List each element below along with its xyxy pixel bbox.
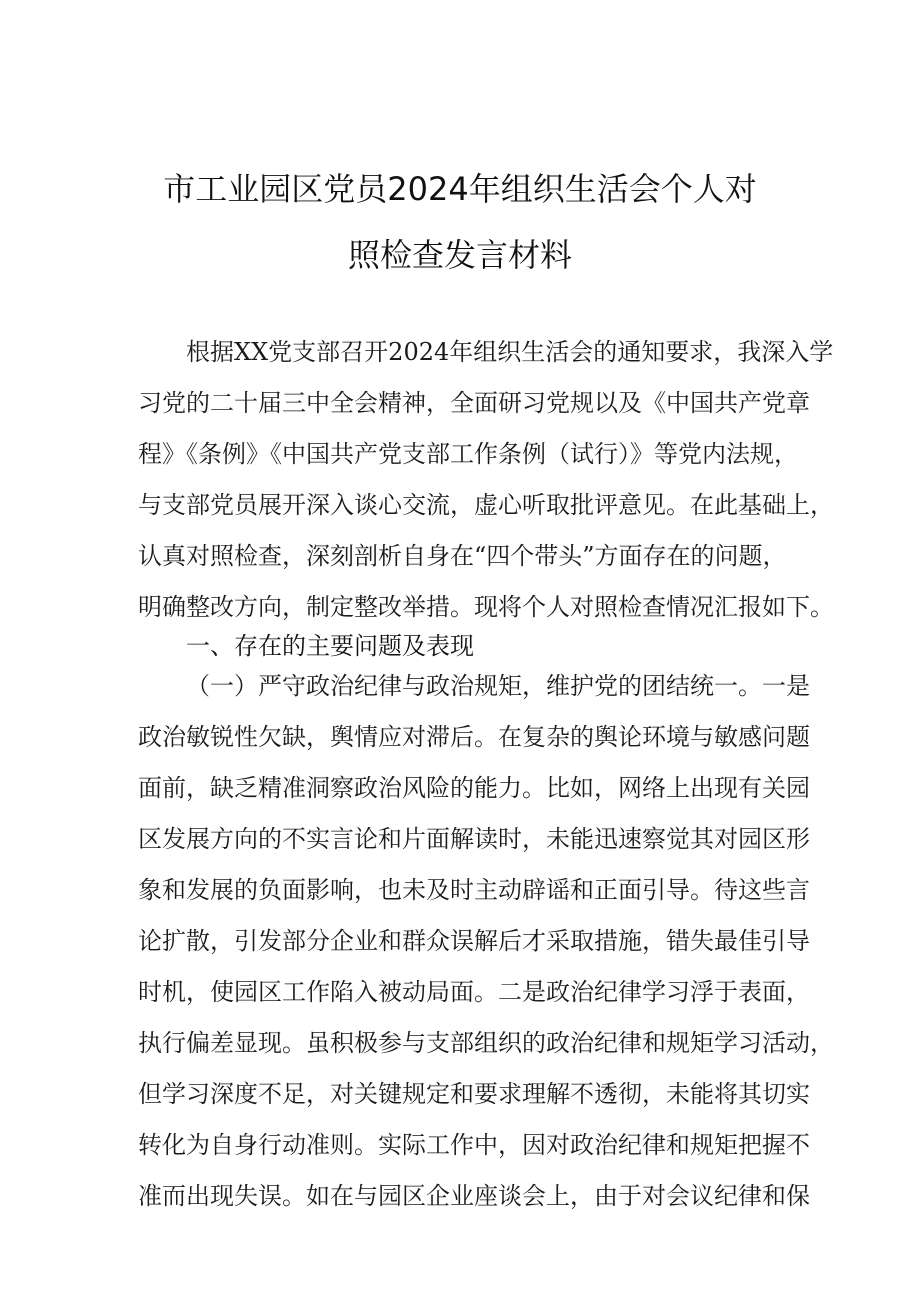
paragraph-2-line-7: 时机，使园区工作陷入被动局面。二是政治纪律学习浮于表面， — [138, 978, 810, 1006]
paragraph-2-line-9: 但学习深度不足，对关键规定和要求理解不透彻，未能将其切实 — [138, 1080, 810, 1108]
paragraph-1-line-2: 习党的二十届三中全会精神，全面研习党规以及《中国共产党章 — [138, 389, 810, 417]
paragraph-2-line-3: 面前，缺乏精准洞察政治风险的能力。比如，网络上出现有关园 — [138, 774, 810, 802]
paragraph-1-line-1: 根据XX党支部召开2024年组织生活会的通知要求，我深入学 — [186, 338, 834, 366]
document-title-line-1: 市工业园区党员2024年组织生活会个人对 — [163, 170, 757, 208]
paragraph-1-line-6: 明确整改方向，制定整改举措。现将个人对照检查情况汇报如下。 — [138, 593, 834, 621]
paragraph-2-line-1: （一）严守政治纪律与政治规矩，维护党的团结统一。一是 — [186, 672, 810, 700]
paragraph-2-line-2: 政治敏锐性欠缺，舆情应对滞后。在复杂的舆论环境与敏感问题 — [138, 723, 810, 751]
section-heading-1: 一、存在的主要问题及表现 — [186, 632, 474, 660]
paragraph-2-line-11: 准而出现失误。如在与园区企业座谈会上，由于对会议纪律和保 — [138, 1182, 810, 1210]
paragraph-2-line-10: 转化为自身行动准则。实际工作中，因对政治纪律和规矩把握不 — [138, 1131, 810, 1159]
paragraph-2-line-5: 象和发展的负面影响，也未及时主动辟谣和正面引导。待这些言 — [138, 876, 810, 904]
paragraph-2-line-6: 论扩散，引发部分企业和群众误解后才采取措施，错失最佳引导 — [138, 927, 810, 955]
paragraph-2-line-8: 执行偏差显现。虽积极参与支部组织的政治纪律和规矩学习活动， — [138, 1029, 834, 1057]
paragraph-2-line-4: 区发展方向的不实言论和片面解读时，未能迅速察觉其对园区形 — [138, 825, 810, 853]
document-title-line-2: 照检查发言材料 — [347, 236, 572, 274]
paragraph-1-line-4: 与支部党员展开深入谈心交流，虚心听取批评意见。在此基础上， — [138, 491, 834, 519]
paragraph-1-line-5: 认真对照检查，深刻剖析自身在“四个带头”方面存在的问题， — [138, 542, 787, 570]
paragraph-1-line-3: 程》《条例》《中国共产党支部工作条例（试行）》等党内法规， — [138, 440, 798, 468]
